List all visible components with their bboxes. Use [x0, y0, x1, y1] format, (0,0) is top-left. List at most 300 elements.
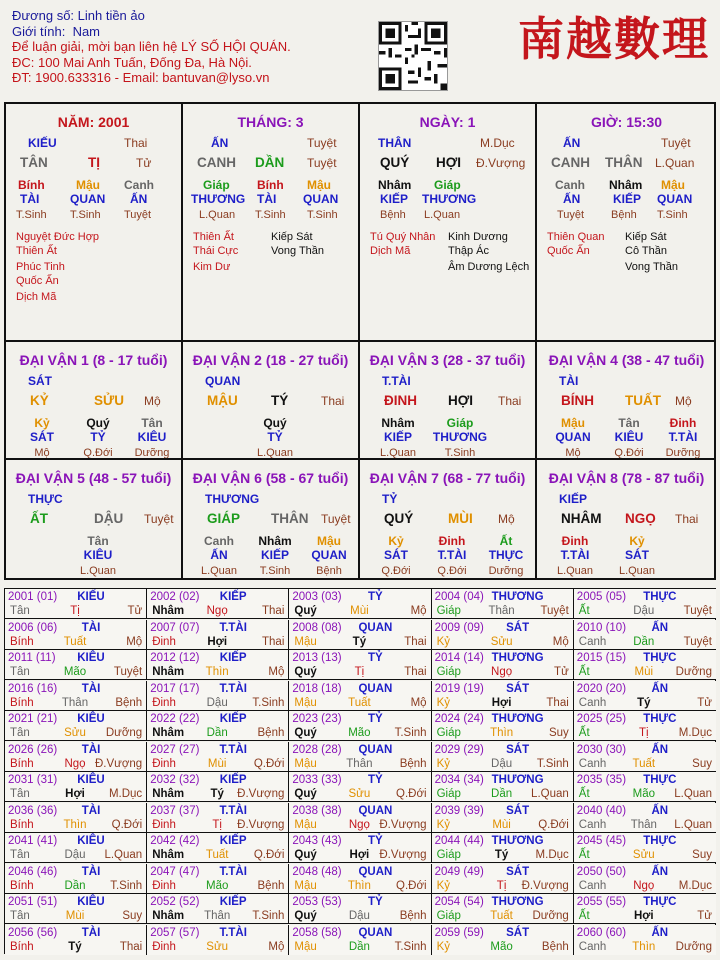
hidden-state: T.Sinh — [444, 447, 476, 459]
year-stem: Quý — [294, 788, 317, 800]
pillar-text: Canh — [124, 178, 154, 192]
hidden-stem: Mậu — [561, 416, 585, 430]
dai-van-star: SÁT — [28, 374, 52, 388]
year-god: TỶ — [368, 835, 383, 847]
year-stem: Canh — [578, 635, 607, 648]
dai-van-cell-8 — [537, 460, 716, 578]
year-state: Mộ — [126, 635, 143, 648]
year-cell — [289, 894, 431, 924]
year-label: 2043 (43) — [292, 835, 342, 847]
year-stem: Nhâm — [152, 727, 185, 739]
pillar-text: Dịch Mã — [16, 291, 57, 303]
pillar-text: QUAN — [657, 192, 693, 206]
pillar-text: Dịch Mã — [370, 245, 411, 257]
year-branch: Dần — [491, 788, 513, 800]
year-branch: Tị — [70, 605, 80, 617]
year-state: Q.Đới — [111, 818, 143, 831]
year-cell — [574, 864, 716, 894]
year-branch: Dậu — [64, 849, 86, 861]
year-stem: Canh — [578, 940, 607, 953]
year-stem: Bính — [10, 635, 34, 648]
year-branch: Dần — [348, 940, 370, 953]
year-cell — [574, 589, 716, 619]
year-state: Tuyệt — [683, 635, 712, 648]
year-state: M.Dục — [535, 849, 569, 861]
dai-van-branch: MÙI — [448, 511, 473, 526]
year-branch: Dậu — [348, 910, 370, 922]
pillar-text: Vong Thần — [625, 261, 679, 273]
pillar-text: Tuyệt — [307, 156, 337, 170]
year-label: 2030 (30) — [576, 743, 627, 756]
year-branch: Thìn — [63, 818, 87, 831]
year-stem: Kỷ — [436, 940, 451, 953]
hidden-god: KIÊU — [137, 430, 167, 444]
pillar-text: Tú Quý Nhân — [370, 231, 436, 243]
year-god: THỰC — [643, 774, 677, 786]
year-branch: Mão — [206, 879, 229, 892]
pillar-text: KIẾU — [28, 136, 57, 150]
year-god: T.TÀI — [219, 743, 247, 756]
hidden-state: Q.Đới — [381, 565, 411, 577]
year-state: Dưỡng — [532, 910, 569, 922]
pillar-text: KIẾP — [380, 192, 409, 206]
year-stem: Kỷ — [436, 879, 451, 892]
pillar-text: Thái Cực — [193, 245, 239, 257]
year-label: 2040 (40) — [576, 804, 627, 817]
year-stem: Giáp — [436, 605, 461, 617]
year-cell — [574, 894, 716, 924]
pillar-text: Thai — [124, 136, 148, 150]
year-label: 2020 (20) — [576, 682, 627, 695]
dai-van-branch: DẬU — [94, 511, 124, 526]
year-label: 2015 (15) — [576, 652, 627, 664]
hidden-state: Dưỡng — [488, 565, 524, 577]
year-state: Đ.Vượng — [94, 757, 143, 770]
dai-van-stage: Mộ — [498, 512, 515, 526]
year-cell — [574, 620, 716, 650]
pillar-text: TÀI — [20, 192, 40, 206]
year-state: Thai — [262, 635, 285, 648]
pillar-text: Kiếp Sát — [271, 231, 313, 243]
year-branch: Thìn — [632, 940, 656, 953]
year-state: Bệnh — [115, 696, 143, 709]
year-branch: Tuất — [63, 635, 87, 648]
dai-van-cell-1 — [6, 342, 183, 460]
year-branch: Tý — [68, 940, 82, 953]
pillar-text: T.Sinh — [70, 209, 101, 221]
year-state: Đ.Vượng — [379, 849, 427, 861]
year-stem: Giáp — [436, 727, 461, 739]
year-branch: Mùi — [634, 666, 654, 678]
hidden-god: SÁT — [625, 548, 649, 562]
year-cell — [432, 772, 574, 802]
year-stem: Mậu — [294, 635, 317, 648]
dai-van-stem: KỶ — [30, 393, 49, 408]
year-label: 2029 (29) — [434, 743, 484, 756]
brand-calligraphy — [496, 8, 714, 64]
year-stem: Ất — [578, 605, 590, 617]
year-label: 2013 (13) — [292, 652, 342, 664]
pillar-text: THƯƠNG — [191, 192, 246, 206]
year-stem: Đinh — [152, 940, 176, 953]
year-cell — [5, 742, 147, 772]
year-label: 2057 (57) — [150, 926, 200, 939]
year-cell — [5, 589, 147, 619]
pillar-text: Tuyệt — [124, 209, 152, 221]
pillar-text: Thiên Ất — [193, 231, 234, 243]
dai-van-stem: QUÝ — [384, 511, 414, 526]
year-label: 2037 (37) — [150, 804, 200, 817]
year-god: ẤN — [651, 682, 669, 695]
year-label: 2001 (01) — [8, 591, 58, 603]
hidden-state: Q.Đới — [437, 565, 467, 577]
year-state: Đ.Vượng — [237, 818, 285, 831]
year-label: 2005 (05) — [576, 591, 627, 603]
year-branch: Hợi — [491, 696, 512, 709]
year-state: M.Dục — [678, 879, 712, 892]
year-branch: Hợi — [633, 910, 654, 922]
year-label: 2032 (32) — [150, 774, 200, 786]
year-stem: Nhâm — [152, 910, 185, 922]
year-branch: Thìn — [490, 727, 514, 739]
year-label: 2048 (48) — [292, 865, 342, 878]
hidden-stem: Tân — [87, 534, 109, 548]
hidden-stem: Nhâm — [381, 416, 415, 430]
dai-van-stage: Thai — [675, 512, 699, 526]
hidden-state: Q.Đới — [614, 447, 644, 459]
year-cell — [432, 650, 574, 680]
hidden-state: L.Quan — [79, 565, 117, 577]
year-state: Bệnh — [399, 757, 427, 770]
qr-code-image[interactable] — [378, 21, 448, 91]
year-label: 2033 (33) — [292, 774, 342, 786]
year-state: Thai — [404, 635, 427, 648]
year-branch: Sửu — [490, 635, 513, 648]
dai-van-star: THỰC — [28, 492, 63, 506]
pillar-text: QUAN — [303, 192, 339, 206]
hidden-god: TỶ — [267, 430, 283, 444]
pillar-text: CANH — [551, 155, 590, 170]
year-god: QUAN — [358, 804, 393, 817]
hidden-god: T.TÀI — [437, 548, 467, 562]
year-label: 2007 (07) — [150, 621, 200, 634]
dai-van-branch: NGỌ — [625, 511, 656, 526]
year-god: THỰC — [643, 591, 677, 603]
year-branch: Dần — [64, 879, 86, 892]
year-cell — [289, 772, 431, 802]
year-cell — [5, 833, 147, 863]
year-stem: Canh — [578, 757, 607, 770]
hidden-god: KIÊU — [83, 548, 113, 562]
pillar-text: HỢI — [436, 155, 462, 170]
hidden-god: THỰC — [488, 548, 524, 562]
year-god: KIÊU — [77, 896, 105, 908]
year-branch: Tý — [494, 849, 509, 861]
year-state: Thai — [404, 666, 427, 678]
year-label: 2018 (18) — [292, 682, 342, 695]
year-cell — [574, 650, 716, 680]
year-cell — [574, 742, 716, 772]
year-branch: Mão — [63, 666, 87, 678]
year-label: 2025 (25) — [576, 713, 627, 725]
year-cell — [574, 711, 716, 741]
year-branch: Sửu — [632, 849, 655, 861]
year-god: THƯƠNG — [491, 896, 544, 908]
year-stem: Ất — [578, 788, 590, 800]
year-branch: Dần — [633, 635, 655, 648]
year-label: 2036 (36) — [8, 804, 58, 817]
year-god: TỶ — [368, 896, 383, 908]
year-state: Bệnh — [257, 879, 285, 892]
gender-line: Giới tính: Nam — [12, 23, 101, 39]
dai-van-star: T.TÀI — [382, 374, 411, 388]
year-branch: Mão — [632, 788, 655, 800]
year-stem: Mậu — [294, 757, 317, 770]
year-stem: Ất — [578, 666, 590, 678]
year-state: Mộ — [410, 696, 427, 709]
year-state: Bệnh — [257, 727, 285, 739]
year-god: ẤN — [651, 865, 669, 878]
year-stem: Tân — [10, 910, 30, 922]
year-label: 2008 (08) — [292, 621, 342, 634]
dai-van-star: THƯƠNG — [205, 492, 260, 506]
year-cell — [432, 925, 574, 955]
year-stem: Ất — [578, 910, 590, 922]
hidden-stem: Kỷ — [629, 534, 645, 548]
year-god: KIÊU — [77, 713, 105, 725]
hidden-stem: Quý — [263, 416, 287, 430]
year-cell — [289, 681, 431, 711]
year-label: 2028 (28) — [292, 743, 342, 756]
year-branch: Mùi — [350, 605, 369, 617]
year-branch: Dậu — [491, 757, 513, 770]
dai-van-title: ĐẠI VẬN 8 (78 - 87 tuổi) — [548, 470, 705, 486]
year-cell — [432, 864, 574, 894]
year-stem: Nhâm — [152, 788, 185, 800]
dai-van-cell-3 — [360, 342, 537, 460]
year-cell — [147, 894, 289, 924]
pillar-text: TÂN — [20, 155, 48, 170]
year-state: Thai — [119, 940, 143, 953]
year-branch: Sửu — [348, 788, 371, 800]
year-label: 2010 (10) — [576, 621, 627, 634]
dai-van-stage: Mộ — [675, 394, 692, 408]
year-branch: Mùi — [492, 818, 511, 831]
year-state: Suy — [692, 849, 712, 861]
year-stem: Giáp — [436, 788, 461, 800]
year-branch: Thân — [346, 757, 373, 770]
hidden-stem: Đinh — [669, 416, 697, 430]
year-cell — [289, 650, 431, 680]
year-god: T.TÀI — [219, 865, 247, 878]
year-state: Đ.Vượng — [237, 788, 285, 800]
year-cell — [147, 742, 289, 772]
year-state: Mộ — [268, 666, 285, 678]
year-branch: Tuất — [490, 910, 513, 922]
year-god: T.TÀI — [219, 804, 247, 817]
year-stem: Bính — [10, 757, 34, 770]
year-state: T.Sinh — [536, 757, 569, 770]
year-branch: Tuất — [205, 849, 229, 861]
hidden-god: THƯƠNG — [432, 430, 488, 444]
pillar-text: Canh — [555, 178, 585, 192]
year-cell — [5, 620, 147, 650]
year-stem: Quý — [294, 605, 317, 617]
year-stem: Quý — [294, 910, 317, 922]
year-god: KIÊU — [77, 835, 105, 847]
pillar-text: T.Sinh — [307, 209, 338, 221]
year-god: KIÊU — [77, 652, 105, 664]
hidden-stem: Mậu — [317, 534, 341, 548]
year-god: THƯƠNG — [491, 713, 544, 725]
pillar-title: NGÀY: 1 — [419, 114, 476, 130]
year-cell — [289, 589, 431, 619]
hidden-god: T.TÀI — [668, 430, 698, 444]
year-god: THỰC — [643, 896, 677, 908]
year-stem: Nhâm — [152, 666, 185, 678]
dai-van-cell-2 — [183, 342, 360, 460]
pillar-text: T.Sinh — [657, 209, 688, 221]
year-branch: Sửu — [64, 727, 86, 739]
year-stem: Bính — [10, 879, 34, 892]
year-state: T.Sinh — [252, 910, 285, 922]
dai-van-star: TÀI — [559, 374, 579, 388]
owner-name: Đương số: Linh tiền ảo — [12, 8, 145, 23]
pillar-text: Bính — [257, 178, 284, 192]
year-god: TÀI — [81, 865, 101, 878]
year-cell — [5, 925, 147, 955]
hidden-stem: Nhâm — [258, 534, 292, 548]
year-stem: Đinh — [152, 696, 176, 709]
year-god: TÀI — [81, 926, 101, 939]
year-label: 2060 (60) — [576, 926, 627, 939]
pillar-text: ẤN — [130, 192, 148, 206]
dai-van-title: ĐẠI VẬN 2 (18 - 27 tuổi) — [192, 352, 349, 368]
year-cell — [147, 620, 289, 650]
pillar-text: KIẾP — [613, 192, 642, 206]
hidden-god: QUAN — [555, 430, 591, 444]
year-state: L.Quan — [674, 818, 712, 831]
pillar-text: THÂN — [605, 155, 643, 170]
year-branch: Hợi — [207, 635, 228, 648]
year-god: ẤN — [651, 804, 669, 817]
year-state: M.Dục — [108, 788, 143, 800]
year-god: THƯƠNG — [491, 774, 544, 786]
year-god: THỰC — [643, 835, 677, 847]
year-cell — [147, 833, 289, 863]
pillar-text: Kim Dư — [193, 261, 231, 273]
year-god: THƯƠNG — [491, 591, 544, 603]
year-state: Tuyệt — [540, 605, 569, 617]
year-label: 2026 (26) — [8, 743, 58, 756]
year-cell — [5, 711, 147, 741]
year-cell — [289, 620, 431, 650]
year-branch: Mùi — [65, 910, 85, 922]
year-cell — [574, 772, 716, 802]
year-branch: Tị — [496, 879, 507, 892]
address-line: ĐC: 100 Mai Anh Tuấn, Đống Đa, Hà Nội. — [12, 54, 252, 70]
year-stem: Mậu — [294, 940, 317, 953]
hidden-state: L.Quan — [256, 447, 294, 459]
year-cell — [5, 864, 147, 894]
year-god: QUAN — [358, 682, 393, 695]
year-state: Dưỡng — [675, 666, 712, 678]
dai-van-cell-7 — [360, 460, 537, 578]
year-stem: Đinh — [152, 879, 176, 892]
year-stem: Đinh — [152, 635, 176, 648]
pillar-text: Thập Ác — [448, 245, 489, 257]
year-label: 2045 (45) — [576, 835, 627, 847]
year-god: KIẾP — [219, 713, 247, 725]
year-god: KIẾP — [219, 896, 247, 908]
phone-email-line: ĐT: 1900.633316 - Email: bantuvan@lyso.vn — [12, 70, 270, 85]
pillar-text: ẤN — [211, 136, 229, 150]
year-label: 2041 (41) — [8, 835, 58, 847]
year-god: TÀI — [81, 682, 101, 695]
year-state: T.Sinh — [394, 727, 427, 739]
hidden-stem: Quý — [86, 416, 110, 430]
year-label: 2009 (09) — [434, 621, 484, 634]
year-stem: Tân — [10, 727, 30, 739]
year-god: THỰC — [643, 713, 677, 725]
dai-van-branch: HỢI — [448, 393, 474, 408]
year-god: SÁT — [506, 926, 530, 939]
hidden-god: SÁT — [30, 430, 54, 444]
hidden-state: Dưỡng — [665, 447, 701, 459]
hidden-god: SÁT — [384, 548, 408, 562]
dai-van-stem: NHÂM — [561, 511, 602, 526]
year-label: 2049 (49) — [434, 865, 484, 878]
year-cell — [432, 589, 574, 619]
chart-header — [12, 8, 392, 86]
year-label: 2021 (21) — [8, 713, 58, 725]
year-state: Q.Đới — [538, 818, 569, 831]
year-cell — [147, 711, 289, 741]
pillar-text: ẤN — [563, 192, 581, 206]
pillar-text: TỊ — [88, 155, 100, 170]
pillar-title: NĂM: 2001 — [57, 114, 130, 130]
dai-van-cell-5 — [6, 460, 183, 578]
year-state: Đ.Vượng — [379, 818, 427, 831]
hidden-state: Bệnh — [316, 565, 342, 577]
year-state: Thai — [262, 605, 285, 617]
year-stem: Đinh — [152, 818, 176, 831]
year-branch: Dần — [206, 727, 228, 739]
pillar-text: QUÝ — [380, 155, 410, 170]
year-state: Suy — [122, 910, 143, 922]
year-cell — [147, 925, 289, 955]
year-cell — [289, 864, 431, 894]
year-label: 2054 (54) — [434, 896, 484, 908]
pillar-text: Bệnh — [611, 209, 637, 221]
hidden-god: TỶ — [90, 430, 106, 444]
year-stem: Bính — [10, 818, 34, 831]
dai-van-stem: MẬU — [207, 393, 238, 408]
year-stem: Bính — [10, 696, 34, 709]
year-stem: Mậu — [294, 879, 317, 892]
year-god: QUAN — [358, 621, 393, 634]
year-branch: Thìn — [347, 879, 371, 892]
pillar-title: THÁNG: 3 — [237, 114, 304, 130]
year-branch: Ngọ — [64, 757, 86, 770]
year-god: T.TÀI — [219, 621, 247, 634]
pillars-grid — [4, 102, 716, 580]
year-label: 2023 (23) — [292, 713, 342, 725]
year-branch: Mão — [348, 727, 371, 739]
pillar-cell-4 — [537, 104, 716, 342]
pillar-text: L.Quan — [424, 209, 461, 221]
year-stem: Kỷ — [436, 696, 451, 709]
